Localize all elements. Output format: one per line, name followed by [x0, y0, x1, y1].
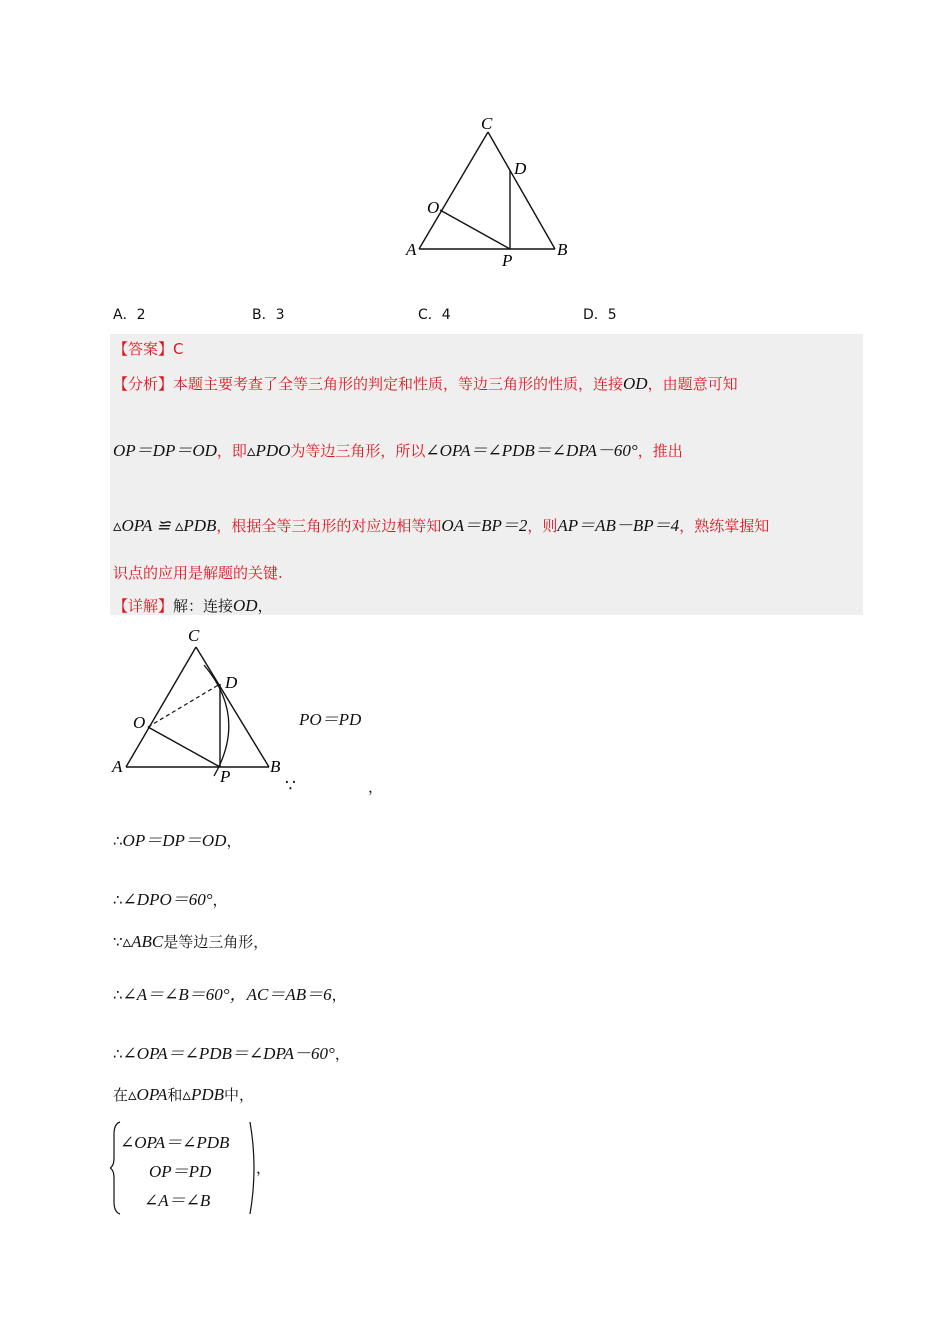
label-c: C	[188, 626, 200, 645]
po-eq-pd: PO＝PD	[299, 710, 362, 729]
analysis-text-3b: ，则	[527, 517, 558, 535]
detail-intro: 解：连接	[173, 597, 234, 615]
step-math: ∠OPA＝∠PDB＝∠DPA－60°	[122, 1044, 335, 1063]
step-5	[113, 1039, 350, 1064]
side-cb	[196, 647, 269, 767]
analysis-line-4: 识点的应用是解题的关键.	[113, 564, 283, 582]
analysis-text-3c: ，熟练掌握知	[679, 517, 770, 535]
step-prefix: ∴	[113, 1045, 123, 1063]
system-line-1: ∠OPA＝∠PDB	[120, 1133, 230, 1152]
segment-op	[148, 727, 220, 767]
label-b: B	[270, 757, 281, 776]
analysis-text-1b: ，由题意可知	[647, 375, 738, 393]
label-o: O	[133, 713, 146, 732]
label-c: C	[481, 114, 493, 133]
option-a: A．2	[113, 307, 146, 323]
side-ac	[126, 647, 196, 767]
step-3	[113, 931, 268, 952]
label-d: D	[514, 159, 527, 178]
because-symbol: ∵	[285, 776, 296, 796]
top-triangle-figure	[400, 112, 580, 272]
step-math: OP＝DP＝OD	[122, 831, 227, 850]
in-triangles-line	[113, 1084, 254, 1105]
step-suffix: ，	[226, 832, 242, 850]
analysis-text-2a: ，即	[216, 442, 247, 460]
step-suffix: ，	[212, 891, 228, 909]
step-1	[113, 826, 241, 851]
analysis-line-1	[113, 373, 738, 394]
option-d: D．5	[583, 307, 617, 323]
detail-tail: ，	[257, 597, 273, 615]
in-post: 中，	[224, 1086, 255, 1104]
system-line-3: ∠A＝∠B	[144, 1191, 211, 1210]
in-math-2: ▵PDB	[182, 1085, 225, 1104]
analysis-line-3	[113, 511, 769, 536]
analysis-text-1: 本题主要考查了全等三角形的判定和性质，等边三角形的性质，连接	[173, 375, 624, 393]
label-d: D	[225, 673, 238, 692]
step-suffix: ，	[334, 1045, 350, 1063]
analysis-math-2b: ▵PDO	[246, 441, 291, 460]
segment-od-dashed	[148, 684, 220, 727]
label-p: P	[502, 251, 513, 270]
in-math-1: ▵OPA	[128, 1085, 168, 1104]
label-b: B	[557, 240, 568, 259]
detail-triangle-figure	[108, 622, 298, 792]
analysis-math-3c: AP＝AB－BP＝4	[557, 516, 680, 535]
side-cb	[488, 132, 555, 249]
step-prefix: ∴	[113, 986, 123, 1004]
answer-value: C	[173, 340, 184, 358]
detail-math: OD	[233, 596, 258, 615]
analysis-math-2a: OP＝DP＝OD	[113, 441, 217, 460]
step-prefix: ∵	[113, 933, 123, 951]
option-b: B．3	[252, 307, 285, 323]
option-c: C．4	[418, 307, 451, 323]
in-mid: 和	[167, 1086, 183, 1104]
answer-line	[113, 338, 184, 359]
analysis-text-3a: ，根据全等三角形的对应边相等知	[216, 517, 442, 535]
system-line-2: OP＝PD	[149, 1162, 212, 1181]
segment-op	[440, 210, 510, 249]
left-brace	[110, 1122, 120, 1214]
answer-tag: 【答案】	[113, 340, 174, 358]
system-comma: ，	[256, 1159, 272, 1177]
step-math: ▵ABC	[122, 932, 164, 951]
step-4	[113, 980, 347, 1005]
analysis-text-2c: ，推出	[637, 442, 683, 460]
right-paren	[250, 1122, 254, 1214]
step-prefix: ∴	[113, 891, 123, 909]
in-pre: 在	[113, 1086, 129, 1104]
analysis-math-3a: ▵OPA ≌ ▵PDB	[113, 516, 217, 535]
step-math: ∠DPO＝60°	[122, 890, 213, 909]
because-comma: ，	[368, 778, 384, 796]
analysis-math-3b: OA＝BP＝2	[441, 516, 528, 535]
label-p: P	[220, 767, 231, 786]
detail-line	[113, 595, 273, 616]
step-suffix: 是等边三角形，	[163, 933, 269, 951]
detail-tag: 【详解】	[113, 597, 174, 615]
label-o: O	[427, 198, 440, 217]
label-a: A	[112, 757, 123, 776]
analysis-line-2	[113, 436, 683, 461]
analysis-text-2b: 为等边三角形，所以	[290, 442, 426, 460]
step-math: ∠A＝∠B＝60°，AC＝AB＝6	[122, 985, 332, 1004]
label-a: A	[406, 240, 417, 259]
step-2	[113, 885, 228, 910]
analysis-tag: 【分析】	[113, 375, 174, 393]
step-prefix: ∴	[113, 832, 123, 850]
step-suffix: ，	[331, 986, 347, 1004]
analysis-math-2c: ∠OPA＝∠PDB＝∠DPA－60°	[425, 441, 638, 460]
analysis-math-1: OD	[623, 374, 648, 393]
